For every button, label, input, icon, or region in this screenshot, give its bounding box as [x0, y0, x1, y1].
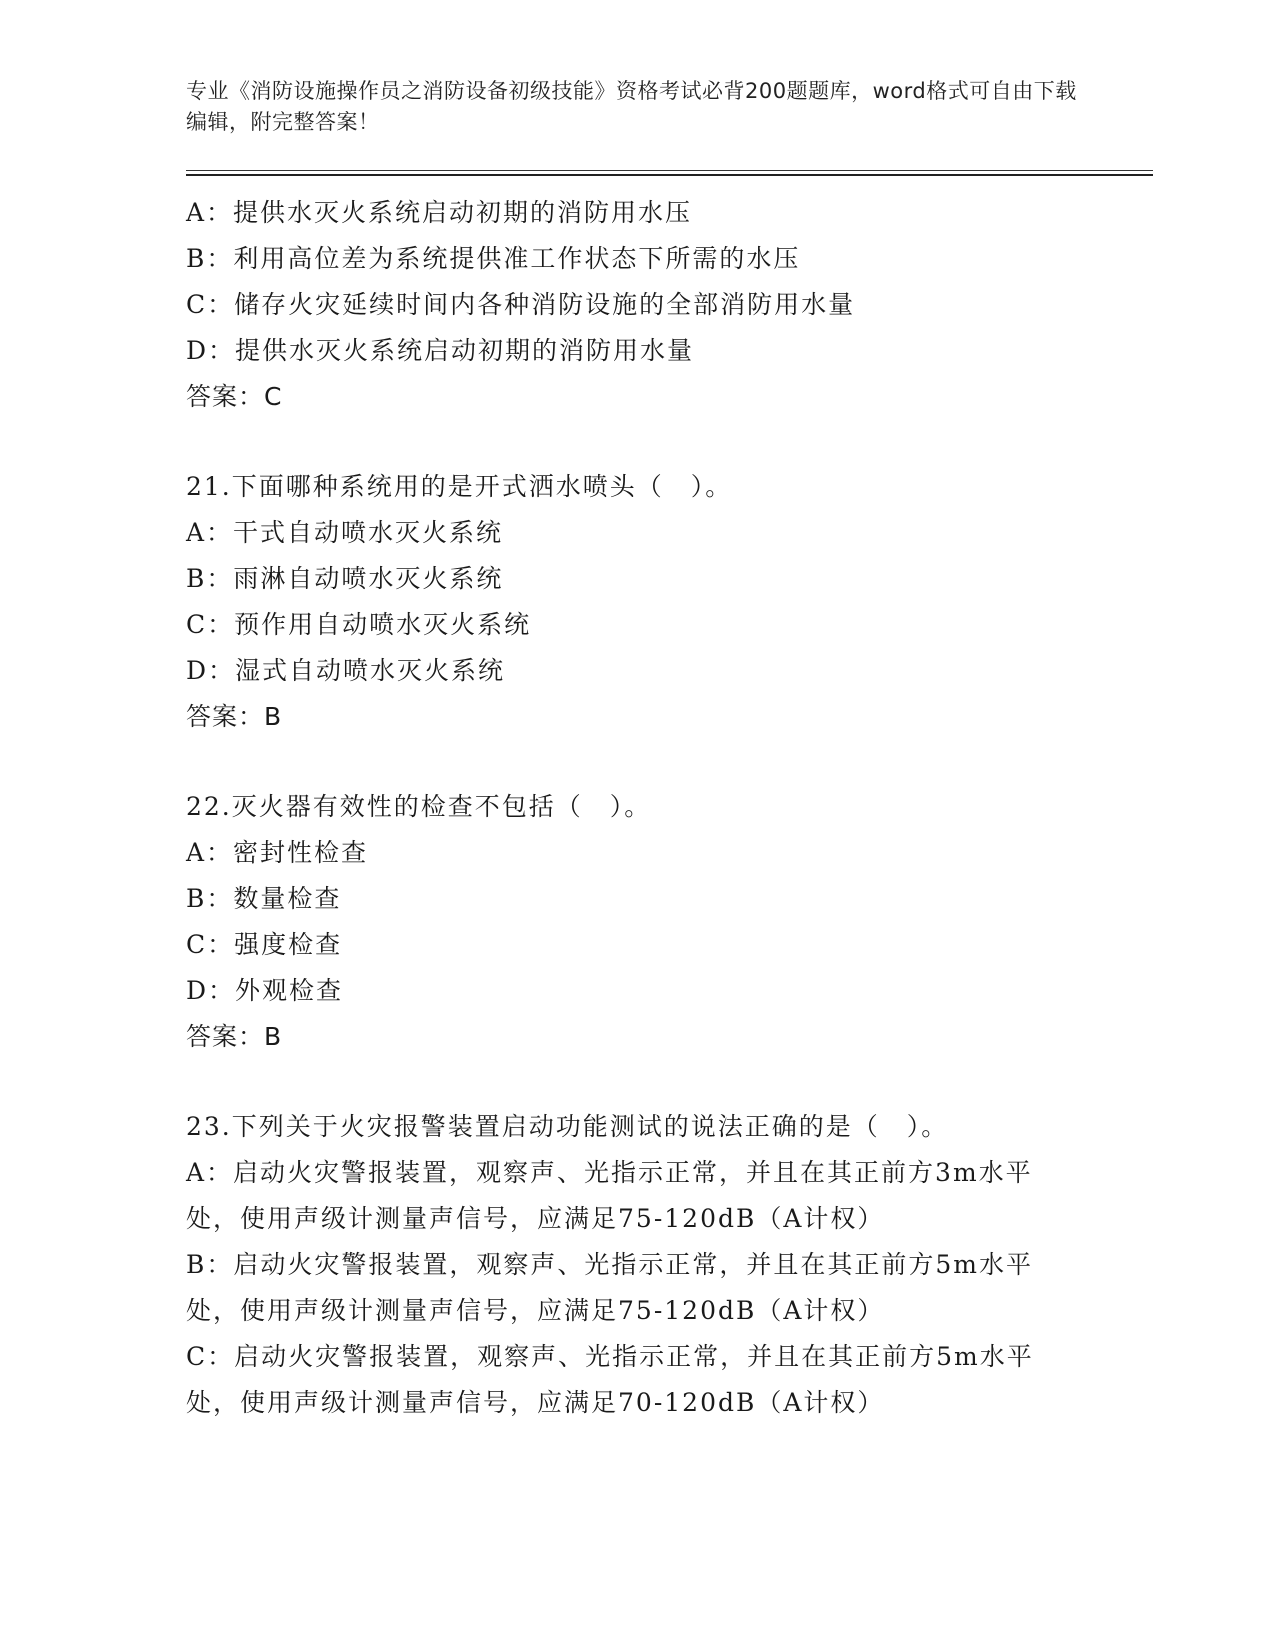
option-c: C：预作用自动喷水灭火系统 — [186, 610, 532, 639]
header-rule-thin — [186, 170, 1153, 171]
question-21 — [186, 464, 1066, 740]
option-c: C：启动火灾警报装置，观察声、光指示正常，并且在其正前方5m水平处，使用声级计测量声信号，应满足70-120dB（A计权） — [186, 1342, 1034, 1417]
option-a: A：提供水灭火系统启动初期的消防用水压 — [186, 198, 693, 227]
spacer — [186, 420, 1066, 464]
option-d: D：外观检查 — [186, 976, 344, 1005]
question-22 — [186, 784, 1066, 1060]
option-c: C：强度检查 — [186, 930, 343, 959]
option-b: B：利用高位差为系统提供准工作状态下所需的水压 — [186, 244, 801, 273]
spacer — [186, 1060, 1066, 1104]
answer: 答案：C — [186, 382, 283, 411]
option-a: A：干式自动喷水灭火系统 — [186, 518, 504, 547]
header-rule-thick — [186, 174, 1153, 176]
option-b: B：雨淋自动喷水灭火系统 — [186, 564, 504, 593]
option-b: B：启动火灾警报装置，观察声、光指示正常，并且在其正前方5m水平处，使用声级计测量声信号，应满足75-120dB（A计权） — [186, 1250, 1033, 1325]
option-b: B：数量检查 — [186, 884, 342, 913]
question-text: 23.下列关于火灾报警装置启动功能测试的说法正确的是（ ）。 — [186, 1112, 949, 1141]
answer: 答案：B — [186, 1022, 283, 1051]
option-d: D：提供水灭火系统启动初期的消防用水量 — [186, 336, 695, 365]
option-a: A：密封性检查 — [186, 838, 369, 867]
question-23 — [186, 1104, 1066, 1426]
question-text: 22.灭火器有效性的检查不包括（ ）。 — [186, 792, 652, 821]
option-c: C：储存火灾延续时间内各种消防设施的全部消防用水量 — [186, 290, 856, 319]
question-20-continued — [186, 190, 1066, 420]
spacer — [186, 740, 1066, 784]
option-d: D：湿式自动喷水灭火系统 — [186, 656, 506, 685]
option-a: A：启动火灾警报装置，观察声、光指示正常，并且在其正前方3m水平处，使用声级计测量声信号，应满足75-120dB（A计权） — [186, 1158, 1033, 1233]
answer: 答案：B — [186, 702, 283, 731]
question-content — [186, 190, 1066, 1426]
document-header: 专业《消防设施操作员之消防设备初级技能》资格考试必背200题题库，word格式可自由下载编辑，附完整答案！ — [186, 79, 1077, 134]
question-text: 21.下面哪种系统用的是开式洒水喷头（ ）。 — [186, 472, 733, 501]
